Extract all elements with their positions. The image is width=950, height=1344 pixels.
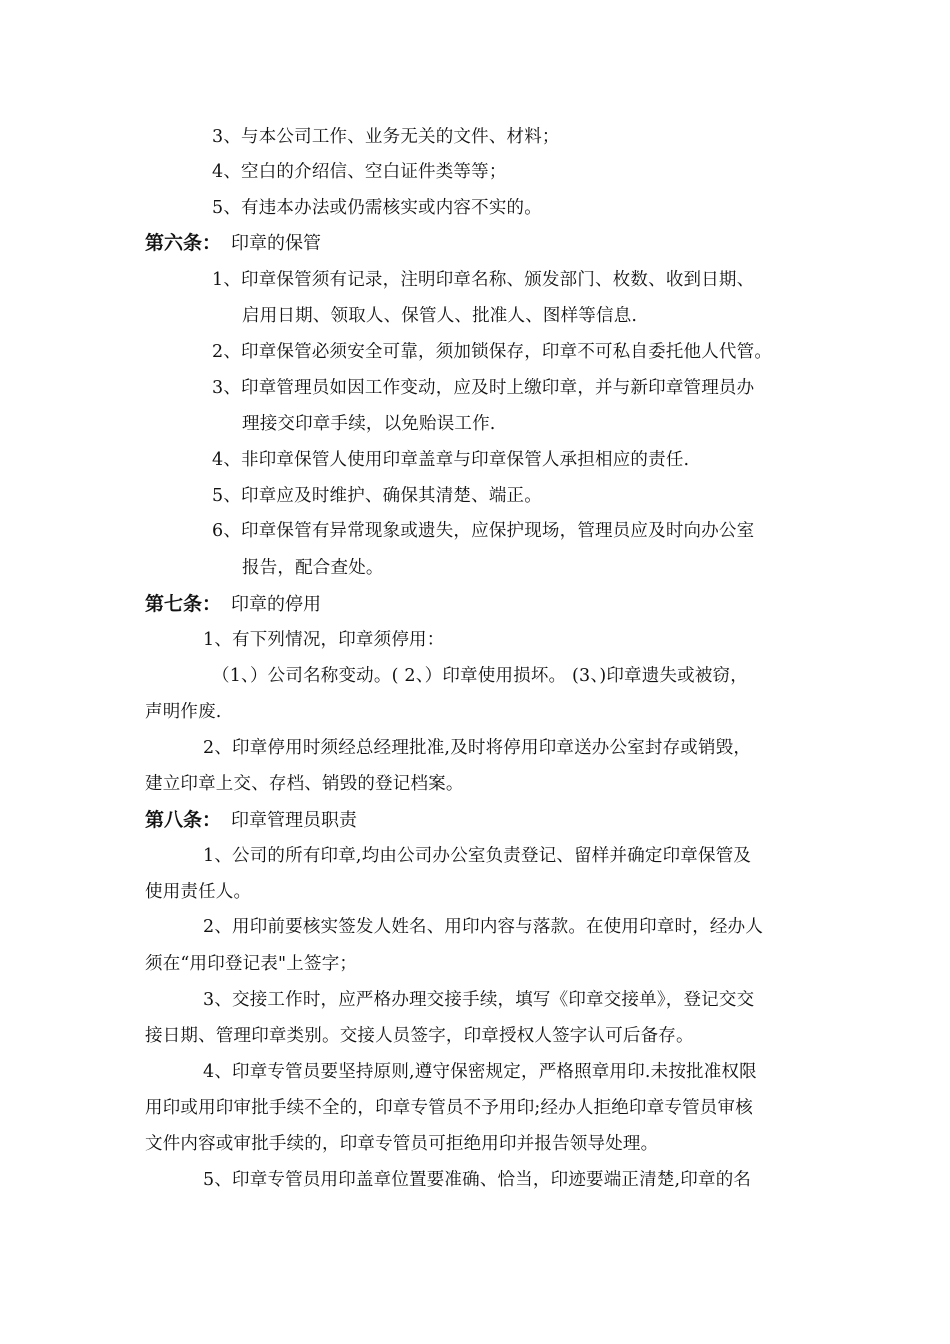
paragraph-line: 4、非印章保管人使用印章盖章与印章保管人承担相应的责任. — [212, 450, 690, 470]
list-item: 5、有违本办法或仍需核实或内容不实的。 — [212, 198, 542, 218]
paragraph-line: 2、印章保管必须安全可靠，须加锁保存，印章不可私自委托他人代管。 — [212, 342, 773, 362]
article-7-title: 印章的停用 — [231, 594, 322, 615]
paragraph-line: 文件内容或审批手续的，印章专管员可拒绝用印并报告领导处理。 — [145, 1134, 659, 1154]
list-item: 3、与本公司工作、业务无关的文件、材料； — [212, 127, 560, 147]
paragraph-line: 3、交接工作时，应严格办理交接手续，填写《印章交接单》，登记交交 — [203, 990, 755, 1010]
paragraph-line: 声明作废. — [145, 702, 222, 722]
paragraph-line: 2、用印前要核实签发人姓名、用印内容与落款。在使用印章时，经办人 — [203, 917, 764, 937]
paragraph-line: 理接交印章手续，以免贻误工作. — [242, 414, 496, 434]
paragraph-line: 4、印章专管员要坚持原则,遵守保密规定，严格照章用印.未按批准权限 — [203, 1062, 757, 1082]
paragraph-line: 1、公司的所有印章,均由公司办公室负责登记、留样并确定印章保管及 — [203, 846, 752, 866]
paragraph-line: 须在“用印登记表"上签字； — [145, 954, 358, 974]
paragraph-line: 5、印章专管员用印盖章位置要准确、恰当，印迹要端正清楚,印章的名 — [203, 1170, 752, 1190]
article-6-label: 第六条： — [145, 232, 222, 254]
article-8-title: 印章管理员职责 — [231, 810, 358, 831]
paragraph-line: 6、印章保管有异常现象或遗失，应保护现场，管理员应及时向办公室 — [212, 521, 755, 541]
paragraph-line: 1、印章保管须有记录，注明印章名称、颁发部门、枚数、收到日期、 — [212, 270, 755, 290]
paragraph-line: 使用责任人。 — [145, 882, 252, 902]
article-6-heading — [145, 231, 321, 256]
article-8-heading — [145, 808, 357, 833]
paragraph-line: 用印或用印审批手续不全的，印章专管员不予用印;经办人拒绝印章专管员审核 — [145, 1098, 753, 1118]
article-6-title: 印章的保管 — [231, 233, 322, 254]
paragraph-line: 报告，配合查处。 — [242, 558, 384, 578]
article-7-heading — [145, 592, 321, 617]
paragraph-line: 接日期、管理印章类别。交接人员签字，印章授权人签字认可后备存。 — [145, 1026, 694, 1046]
article-8-label: 第八条： — [145, 809, 222, 831]
paragraph-line: 1、有下列情况，印章须停用： — [203, 630, 445, 650]
paragraph-line: （1、）公司名称变动。( 2、）印章使用损坏。 (3、)印章遗失或被窃， — [212, 666, 748, 686]
list-item: 4、空白的介绍信、空白证件类等等； — [212, 162, 507, 182]
paragraph-line: 3、印章管理员如因工作变动，应及时上缴印章，并与新印章管理员办 — [212, 378, 755, 398]
paragraph-line: 2、印章停用时须经总经理批准,及时将停用印章送办公室封存或销毁， — [203, 738, 752, 758]
paragraph-line: 5、印章应及时维护、确保其清楚、端正。 — [212, 486, 542, 506]
paragraph-line: 启用日期、领取人、保管人、批准人、图样等信息. — [242, 306, 638, 326]
paragraph-line: 建立印章上交、存档、销毁的登记档案。 — [145, 774, 464, 794]
article-7-label: 第七条： — [145, 593, 222, 615]
